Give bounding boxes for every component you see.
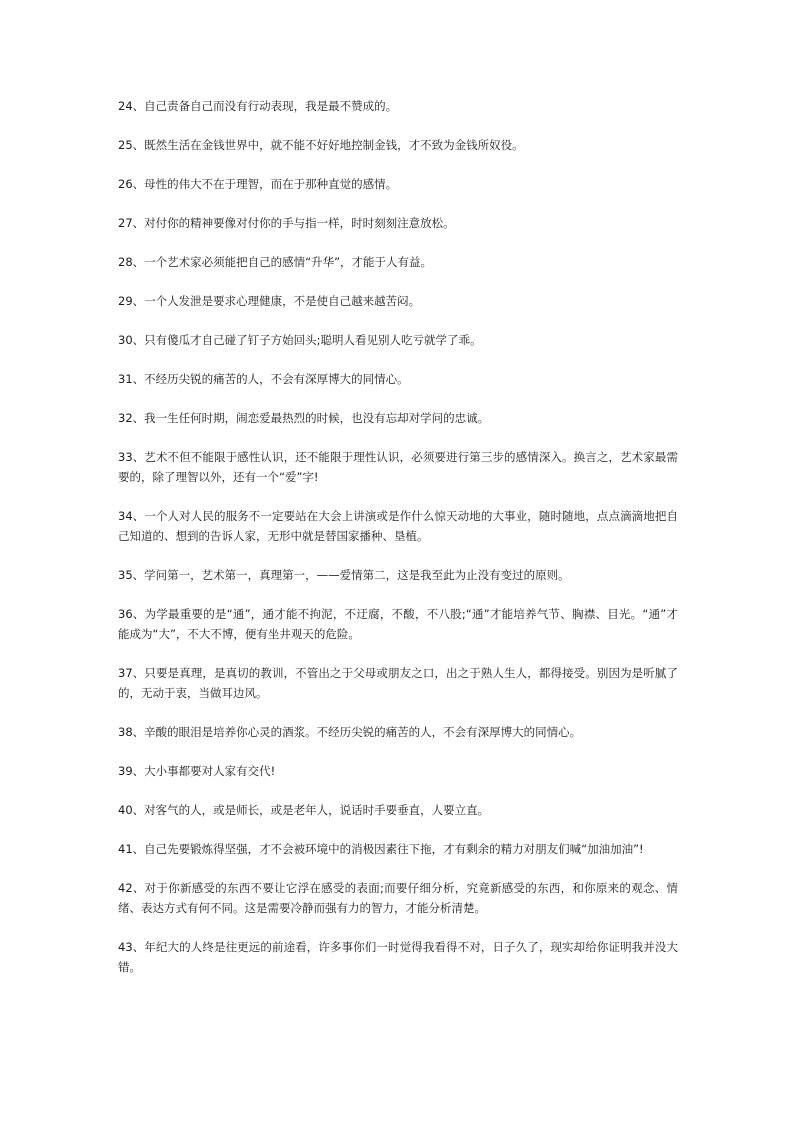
quote-43: 43、年纪大的人终是往更远的前途看，许多事你们一时觉得我看得不对，日子久了，现实却给你证明我并没大错。 <box>118 940 678 974</box>
quote-41: 41、自己先要锻炼得坚强，才不会被环境中的消极因素往下拖，才有剩余的精力对朋友们喊“加油加油”! <box>118 842 644 856</box>
quote-39: 39、大小事都要对人家有交代! <box>118 764 276 778</box>
quote-27: 27、对付你的精神要像对付你的手与指一样，时时刻刻注意放松。 <box>118 216 455 230</box>
quote-25: 25、既然生活在金钱世界中，就不能不好好地控制金钱，才不致为金钱所奴役。 <box>118 138 524 152</box>
quote-35: 35、学问第一，艺术第一，真理第一，——爱情第二，这是我至此为止没有变过的原则。 <box>118 568 570 582</box>
quote-28: 28、一个艺术家必须能把自己的感情“升华”，才能于人有益。 <box>118 255 433 269</box>
quote-26: 26、母性的伟大不在于理智，而在于那种直觉的感情。 <box>118 177 398 191</box>
quote-32: 32、我一生任何时期，闹恋爱最热烈的时候，也没有忘却对学问的忠诚。 <box>118 411 490 425</box>
quote-37: 37、只要是真理，是真切的教训，不管出之于父母或朋友之口，出之于熟人生人，都得接受。别因为是听腻了的，无动于衷，当做耳边风。 <box>118 666 678 700</box>
quote-36: 36、为学最重要的是“通”，通才能不拘泥，不迂腐，不酸，不八股;“通”才能培养气节、胸襟、目光。“通”才能成为“大”，不大不博，便有坐井观天的危险。 <box>118 607 678 641</box>
quote-38: 38、辛酸的眼泪是培养你心灵的酒浆。不经历尖锐的痛苦的人，不会有深厚博大的同情心。 <box>118 725 582 739</box>
quote-30: 30、只有傻瓜才自己碰了钉子方始回头;聪明人看见别人吃亏就学了乖。 <box>118 333 482 347</box>
document-body <box>118 96 678 996</box>
quote-40: 40、对客气的人，或是师长，或是老年人，说话时手要垂直，人要立直。 <box>118 803 490 817</box>
quote-29: 29、一个人发泄是要求心理健康，不是使自己越来越苦闷。 <box>118 294 421 308</box>
quote-34: 34、一个人对人民的服务不一定要站在大会上讲演或是作什么惊天动地的大事业，随时随地，点点滴滴地把自己知道的、想到的告诉人家，无形中就是替国家播种、垦植。 <box>118 509 678 543</box>
quote-24: 24、自己责备自己而没有行动表现，我是最不赞成的。 <box>118 99 398 113</box>
quote-31: 31、不经历尖锐的痛苦的人，不会有深厚博大的同情心。 <box>118 372 409 386</box>
quote-42: 42、对于你新感受的东西不要让它浮在感受的表面;而要仔细分析，究竟新感受的东西，和你原来的观念、情绪、表达方式有何不同。这是需要冷静而强有力的智力，才能分析清楚。 <box>118 881 678 915</box>
quote-33: 33、艺术不但不能限于感性认识，还不能限于理性认识，必须要进行第三步的感情深入。换言之，艺术家最需要的，除了理智以外，还有一个“爱”字! <box>118 450 678 484</box>
